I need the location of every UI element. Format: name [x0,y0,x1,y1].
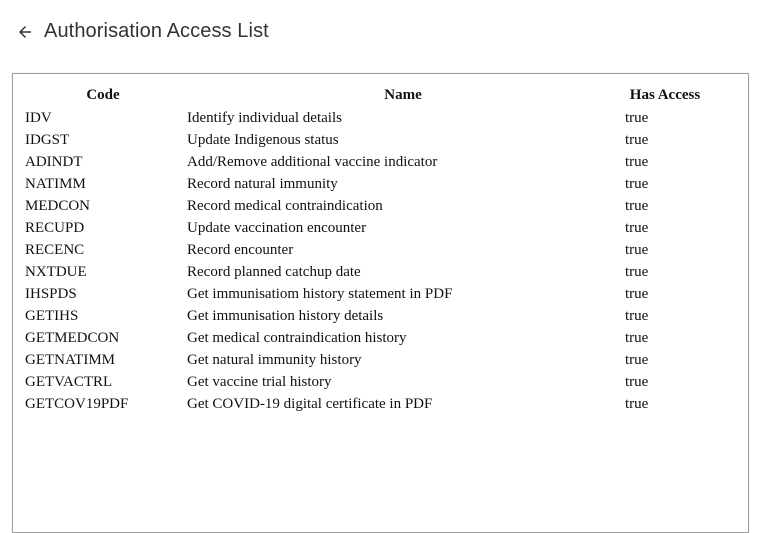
cell-name: Get natural immunity history [187,351,362,368]
table-row [22,349,708,371]
cell-has-access: true [625,219,649,236]
cell-code: RECENC [25,241,85,258]
cell-has-access: true [625,197,649,214]
cell-name: Get immunisation history details [187,307,384,324]
table-row [22,217,708,239]
cell-name: Get COVID-19 digital certificate in PDF [187,395,433,412]
back-button[interactable] [14,21,36,43]
table-row [22,173,708,195]
table-row [22,305,708,327]
cell-has-access: true [625,351,649,368]
page-header [14,16,269,46]
table-body [22,107,708,415]
table-row [22,283,708,305]
arrow-left-icon[interactable] [16,23,34,41]
access-list-panel [12,73,749,533]
column-header-name: Name [384,86,422,103]
cell-code: NXTDUE [25,263,87,280]
page-title: Authorisation Access List [44,19,269,42]
cell-name: Get medical contraindication history [187,329,407,346]
table-row [22,195,708,217]
cell-code: ADINDT [25,153,83,170]
cell-code: NATIMM [25,175,86,192]
cell-name: Record planned catchup date [187,263,361,280]
table-row [22,371,708,393]
table-row [22,261,708,283]
cell-has-access: true [625,131,649,148]
column-header-has-access: Has Access [629,86,701,103]
cell-code: IDGST [25,131,70,148]
cell-name: Add/Remove additional vaccine indicator [187,153,438,170]
cell-has-access: true [625,307,649,324]
cell-has-access: true [625,153,649,170]
access-table [22,83,708,415]
cell-code: IHSPDS [25,285,77,302]
cell-has-access: true [625,395,649,412]
cell-name: Get immunisatiom history statement in PDF [187,285,453,302]
table-row [22,327,708,349]
cell-has-access: true [625,329,649,346]
cell-name: Update Indigenous status [187,131,339,148]
cell-code: GETMEDCON [25,329,120,346]
table-row [22,129,708,151]
cell-code: IDV [25,109,52,126]
cell-code: MEDCON [25,197,91,214]
table-row [22,151,708,173]
table-header-row [22,83,708,107]
cell-name: Record natural immunity [187,175,338,192]
cell-name: Get vaccine trial history [187,373,332,390]
cell-has-access: true [625,373,649,390]
cell-code: GETCOV19PDF [25,395,129,412]
cell-name: Update vaccination encounter [187,219,367,236]
cell-code: GETVACTRL [25,373,113,390]
cell-name: Identify individual details [187,109,342,126]
cell-has-access: true [625,263,649,280]
cell-name: Record encounter [187,241,294,258]
cell-has-access: true [625,175,649,192]
column-header-code: Code [86,86,120,103]
cell-has-access: true [625,241,649,258]
cell-name: Record medical contraindication [187,197,383,214]
cell-has-access: true [625,109,649,126]
cell-code: RECUPD [25,219,85,236]
cell-code: GETIHS [25,307,79,324]
table-row [22,393,708,415]
cell-has-access: true [625,285,649,302]
table-row [22,107,708,129]
cell-code: GETNATIMM [25,351,115,368]
table-row [22,239,708,261]
